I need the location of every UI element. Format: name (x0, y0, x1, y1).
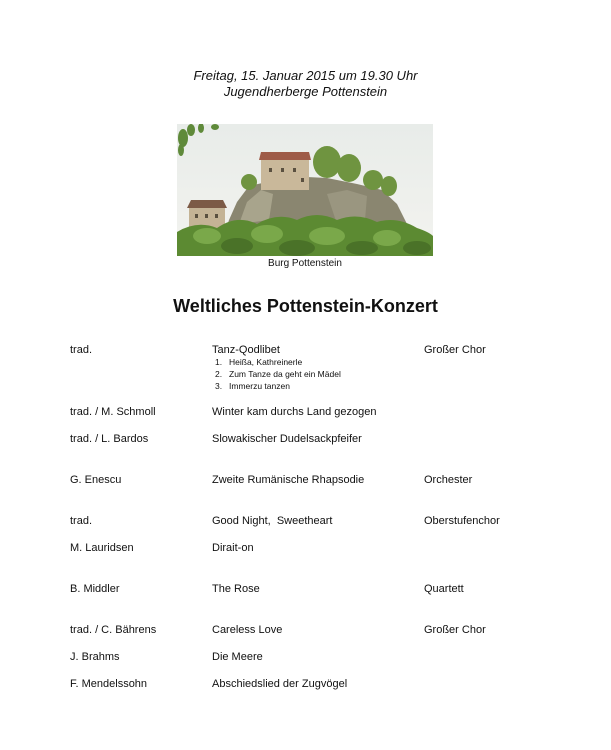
ensemble: Orchester (424, 474, 473, 486)
movement-number: 3. (215, 381, 223, 391)
piece: Tanz-Qodlibet (212, 344, 280, 356)
ensemble: Oberstufenchor (424, 515, 500, 527)
movement-title: Heißa, Kathreinerle (229, 357, 303, 367)
photo-caption: Burg Pottenstein (268, 258, 342, 269)
composer: trad. (70, 344, 93, 356)
program-row (0, 474, 611, 490)
ensemble: Großer Chor (424, 344, 486, 356)
program-row (0, 515, 611, 531)
movement-title: Zum Tanze da geht ein Mädel (229, 369, 341, 379)
movement-item (215, 381, 290, 391)
program-row (0, 583, 611, 599)
program-row (0, 651, 611, 667)
composer: J. Brahms (70, 651, 120, 663)
piece: Abschiedslied der Zugvögel (212, 678, 348, 690)
ensemble: Quartett (424, 583, 464, 595)
movement-item (215, 357, 302, 367)
ensemble: Großer Chor (424, 624, 486, 636)
program-row (0, 406, 611, 422)
piece: The Rose (212, 583, 260, 595)
piece: Die Meere (212, 651, 263, 663)
program-row (0, 433, 611, 449)
piece: Slowakischer Dudelsackpfeifer (212, 433, 362, 445)
composer: B. Middler (70, 583, 120, 595)
composer: trad. / L. Bardos (70, 433, 149, 445)
program-row (0, 344, 611, 360)
event-venue: Jugendherberge Pottenstein (223, 84, 388, 99)
movement-item (215, 369, 341, 379)
composer: F. Mendelssohn (70, 678, 148, 690)
composer: trad. / M. Schmoll (70, 406, 156, 418)
program-row (0, 678, 611, 694)
composer: trad. / C. Bährens (70, 624, 157, 636)
event-date: Freitag, 15. Januar 2015 um 19.30 Uhr (193, 68, 418, 83)
piece: Careless Love (212, 624, 283, 636)
program-row (0, 542, 611, 558)
piece: Zweite Rumänische Rhapsodie (212, 474, 365, 486)
castle-photo (177, 124, 433, 256)
movement-title: Immerzu tanzen (229, 381, 290, 391)
composer: trad. (70, 515, 93, 527)
movement-number: 1. (215, 357, 223, 367)
program-row (0, 624, 611, 640)
composer: M. Lauridsen (70, 542, 134, 554)
composer: G. Enescu (70, 474, 122, 486)
concert-title: Weltliches Pottenstein-Konzert (173, 296, 438, 316)
piece: Good Night, Sweetheart (212, 515, 333, 527)
movement-number: 2. (215, 369, 223, 379)
piece: Winter kam durchs Land gezogen (212, 406, 377, 418)
piece: Dirait-on (212, 542, 254, 554)
